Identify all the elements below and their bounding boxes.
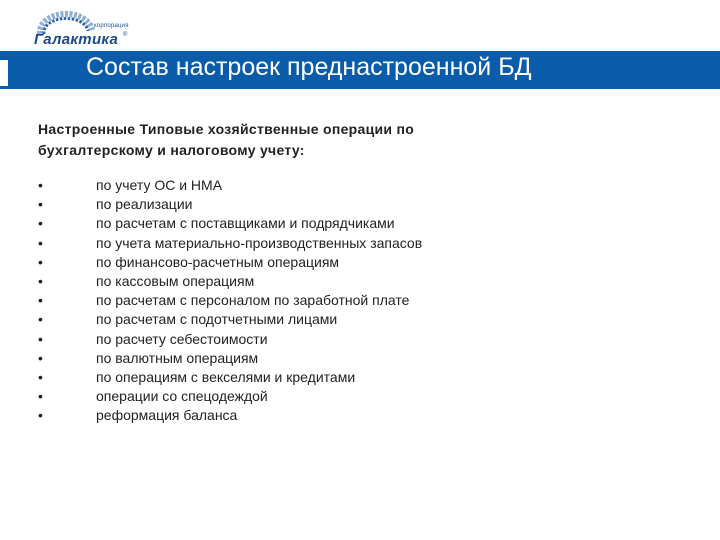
- company-logo: [30, 10, 130, 50]
- list-item-text: по расчетам с поставщиками и подрядчиками: [96, 215, 395, 232]
- logo-small-text: корпорация: [94, 23, 129, 29]
- list-item-text: по операциям с векселями и кредитами: [96, 368, 356, 385]
- list-item-text: по расчетам с подотчетными лицами: [96, 311, 338, 328]
- list-item-text: по расчету себестоимости: [96, 330, 268, 347]
- list-item-text: по учету ОС и НМА: [96, 177, 223, 193]
- logo-word: Галактика: [34, 31, 119, 48]
- list-item-text: по финансово-расчетным операциям: [96, 253, 340, 270]
- intro-line-1: Настроенные Типовые хозяйственные операции по: [38, 121, 415, 137]
- bullet: •: [38, 253, 43, 270]
- bullet: •: [38, 311, 43, 328]
- bullet: •: [38, 388, 43, 405]
- bullet: •: [38, 292, 43, 309]
- bullet: •: [38, 349, 43, 366]
- intro-line-2: бухгалтерскому и налоговому учету:: [38, 142, 305, 158]
- page-title: Состав настроек преднастроенной БД: [86, 53, 532, 81]
- bullet: •: [38, 196, 43, 213]
- logo-registered-mark: ®: [123, 32, 128, 38]
- list-item-text: по кассовым операциям: [96, 272, 255, 289]
- list-item-text: по расчетам с персоналом по заработной плате: [96, 292, 410, 309]
- intro-text: [38, 119, 678, 161]
- bullet: •: [38, 407, 43, 424]
- bullet: •: [38, 234, 43, 251]
- list-item-text: реформация баланса: [96, 407, 238, 424]
- list-item-text: по учета материально-производственных запасов: [96, 234, 423, 251]
- bullet: •: [38, 330, 43, 347]
- title-bar-notch: [0, 60, 8, 86]
- bullet: •: [38, 272, 43, 289]
- list-item-text: операции со спецодеждой: [96, 388, 268, 405]
- bullet: •: [38, 177, 43, 193]
- bullet: •: [38, 215, 43, 232]
- list-item-text: по реализации: [96, 196, 193, 213]
- bullet: •: [38, 368, 43, 385]
- list-item-text: по валютным операциям: [96, 349, 259, 366]
